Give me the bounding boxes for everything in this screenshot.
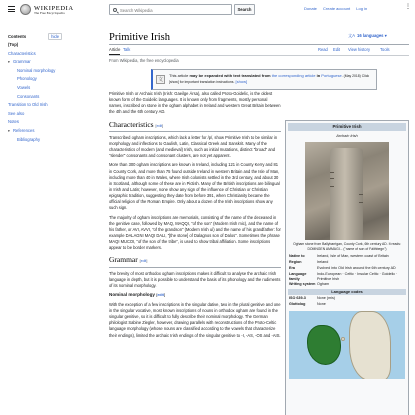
more-options-icon[interactable]: ⋮ [405, 4, 411, 10]
toc-item-references[interactable]: ▾ References [8, 128, 35, 134]
edit-grammar-link[interactable]: edit [140, 259, 147, 264]
infobox-value: Indo-European · Celtic · Insular Celtic · Goidelic · Primitive Irish [317, 271, 398, 281]
tab-talk[interactable]: Talk [123, 47, 131, 52]
infobox-value: Ireland, Isle of Man, western coast of Britain [317, 253, 389, 258]
title-divider [109, 44, 409, 45]
toc-caret-icon[interactable]: ▾ [8, 60, 10, 65]
tab-article[interactable]: Article [109, 47, 120, 55]
corresponding-article-link[interactable]: the corresponding article [271, 73, 316, 78]
characteristics-p1: Transcribed ogham inscriptions, which lack a letter for /p/, show Primitive Irish to be similar in morphology and inflections to Gaulish, Latin, Classical Greek and Sanskrit. Many of the characteristics of modern (and medieval) Irish, such as initial mutations, distinct "broad" and "slender" consonants and consonant clusters, are not yet apparent. [109, 134, 278, 159]
infobox-value: None [317, 302, 326, 307]
language-icon: 文A [348, 33, 355, 38]
tab-tools[interactable]: Tools [380, 47, 390, 52]
table-of-contents [8, 34, 98, 145]
translate-icon: 文 [157, 77, 163, 83]
toc-item-nominal-morphology[interactable]: Nominal morphology [17, 67, 56, 73]
characteristics-p3: The majority of ogham inscriptions are memorials, consisting of the name of the deceased in the genitive case, followed by MAQ, MAQQI, "of the son" (Modern Irish mic), and the name of his father, or AVI, AVVI, "of the grandson" (Modern Irish uí) and the name of his grandfather: for example DALAGNI MAQI DALI, "[the stone] of Dalagnos son of Dalos". Sometimes the phrase MAQI MUCOI, "of the son of the tribe", is used to show tribal affiliation. Some inscriptions appear to be border markers. [109, 214, 281, 251]
intro-paragraph: Primitive Irish or Archaic Irish (Irish: Gaeilge Ársa), also called Proto-Goidelic, is the oldest known form of the Goidelic languages. It is known only from fragments, mostly personal names, inscribed on stone in the ogham alphabet in Ireland and western Great Britain between the 4th and the 6th century AD. [109, 91, 281, 115]
infobox-title: Primitive Irish [288, 123, 406, 131]
tagline-from: From Wikipedia, the free encyclopedia [109, 58, 179, 63]
heading-grammar: Grammar [edit] [109, 254, 281, 267]
heading-characteristics: Characteristics [edit] [109, 119, 281, 132]
edit-nominal-link[interactable]: edit [157, 293, 164, 298]
map-ireland [307, 325, 341, 365]
wikipedia-wordmark[interactable]: WIKIPEDIA [34, 5, 74, 12]
toc-item-transition-to-old-irish[interactable]: Transition to Old Irish [8, 102, 48, 108]
map-isle-of-man [341, 337, 345, 341]
search-icon [113, 8, 117, 12]
main-menu-icon[interactable] [8, 6, 15, 12]
search-button[interactable]: Search [234, 4, 255, 15]
language-codes-band: Language codes [288, 289, 406, 295]
heading-nominal-morphology: Nominal morphology [edit] [109, 292, 166, 298]
distribution-map[interactable] [289, 311, 405, 379]
infobox-label: ISO 639-3 [289, 296, 306, 301]
article-body [109, 91, 281, 342]
infobox-label: Writing system [289, 282, 316, 287]
language-button[interactable]: 文A 16 languages ▾ [348, 33, 387, 38]
search-box[interactable] [109, 4, 232, 15]
nominal-p1: With the exception of a few inscriptions in the singular dative, two in the plural genitive and one in the singular vocative, most known inscriptions of nouns in orthodox ogham are found in the singular genitive, so it is difficult to fully describe their nominal morphology. The German philologist Sabine Ziegler, however, drawing parallels with reconstructions of the Proto-Celtic language morphology (whose nouns are classified according to the vowels that characterize their endings), limited the archaic Irish endings of the singular genitive to -I, -AS, -OS and -AIS. [109, 301, 281, 338]
infobox-subtitle: Archaic Irish [336, 133, 358, 139]
photo-caption: Ogham stone from Ballybarrigan, County Cork, 6th century AD. It reads: DOMNGEN AMMAGI... ("name of son of Fáithbegn") [293, 242, 401, 251]
infobox-label: Native to [289, 253, 305, 258]
wikipedia-tagline: The Free Encyclopedia [34, 11, 65, 15]
edit-characteristics-link[interactable]: edit [156, 123, 163, 128]
expand-show-button[interactable]: [show] [235, 79, 248, 85]
expand-notice [151, 69, 377, 90]
grammar-p1: The brevity of most orthodox ogham inscriptions makes it difficult to analyse the archaic Irish language in depth, but it is possible to understand the basis of its phonology and the rudiments of its nominal morphology. [109, 270, 281, 288]
toc-caret-icon[interactable]: ▾ [8, 129, 10, 134]
toc-item-consonants[interactable]: Consonants [17, 93, 40, 99]
site-header [0, 0, 415, 20]
tab-view-history[interactable]: View history [348, 47, 370, 52]
toc-item-top[interactable]: (Top) [8, 42, 19, 48]
infobox-value: Ogham [317, 282, 330, 287]
create-account-link[interactable]: Create account [323, 6, 351, 11]
map-great-britain [349, 311, 391, 379]
toc-item-see-also[interactable]: See also [8, 110, 25, 116]
characteristics-p2: More than 300 ogham inscriptions are known in Ireland, including 121 in County Kerry and 81 in County Cork, and more than 75 found outside Ireland in western Britain and the Isle of Man, including more than 40 in Wales, where Irish colonists settled in the 3rd century, and about 30 in Scotland, although some of these are in Pictish. Many of the British inscriptions are bilingual in Irish and Latin; however, none show any sign of the influence of Christian or Christian epigraphic tradition, suggesting they date from before 391, when Christianity became the official religion of the Roman Empire. Only about a dozen of the Irish inscriptions show any such sign. [109, 162, 280, 211]
infobox-value: Ireland [317, 259, 329, 264]
toc-item-characteristics[interactable]: Characteristics [8, 50, 36, 56]
portuguese-link[interactable]: Portuguese [321, 73, 342, 78]
donate-link[interactable]: Donate [304, 6, 317, 11]
tab-edit[interactable]: Edit [333, 47, 341, 52]
toc-item-bibliography[interactable]: Bibliography [17, 136, 41, 142]
infobox-value: None (mis) [317, 296, 336, 301]
toc-title: Contents hide [8, 34, 98, 40]
search-input[interactable] [120, 7, 200, 14]
infobox-label: Region [289, 259, 302, 264]
expand-notice-text: This article may be expanded with text translated from the corresponding article in Portuguese. (May 2018) Click [show] for important translation instructions. [show] [169, 73, 370, 85]
toc-item-grammar[interactable]: ▾ Grammar [8, 59, 31, 65]
infobox-label: Language family [289, 271, 307, 281]
tab-read[interactable]: Read [318, 47, 328, 52]
infobox-row [286, 282, 408, 288]
infobox-label: Era [289, 265, 295, 270]
wikipedia-logo[interactable] [20, 4, 31, 15]
toc-item-notes[interactable]: Notes [8, 119, 19, 125]
toc-item-phonology[interactable]: Phonology [17, 76, 37, 82]
infobox [285, 120, 409, 415]
toc-hide-button[interactable]: hide [48, 33, 62, 40]
page-title: Primitive Irish [109, 32, 170, 43]
infobox-label: Glottolog [289, 302, 306, 307]
infobox-value: Evolved into Old Irish around the 6th century AD [317, 265, 396, 270]
ogham-stone-photo[interactable] [305, 142, 389, 240]
tab-divider [109, 55, 409, 56]
toc-item-vowels[interactable]: Vowels [17, 85, 31, 91]
infobox-row [286, 272, 408, 283]
infobox-row [286, 302, 408, 308]
log-in-link[interactable]: Log in [356, 6, 368, 11]
personal-tools [304, 6, 372, 12]
